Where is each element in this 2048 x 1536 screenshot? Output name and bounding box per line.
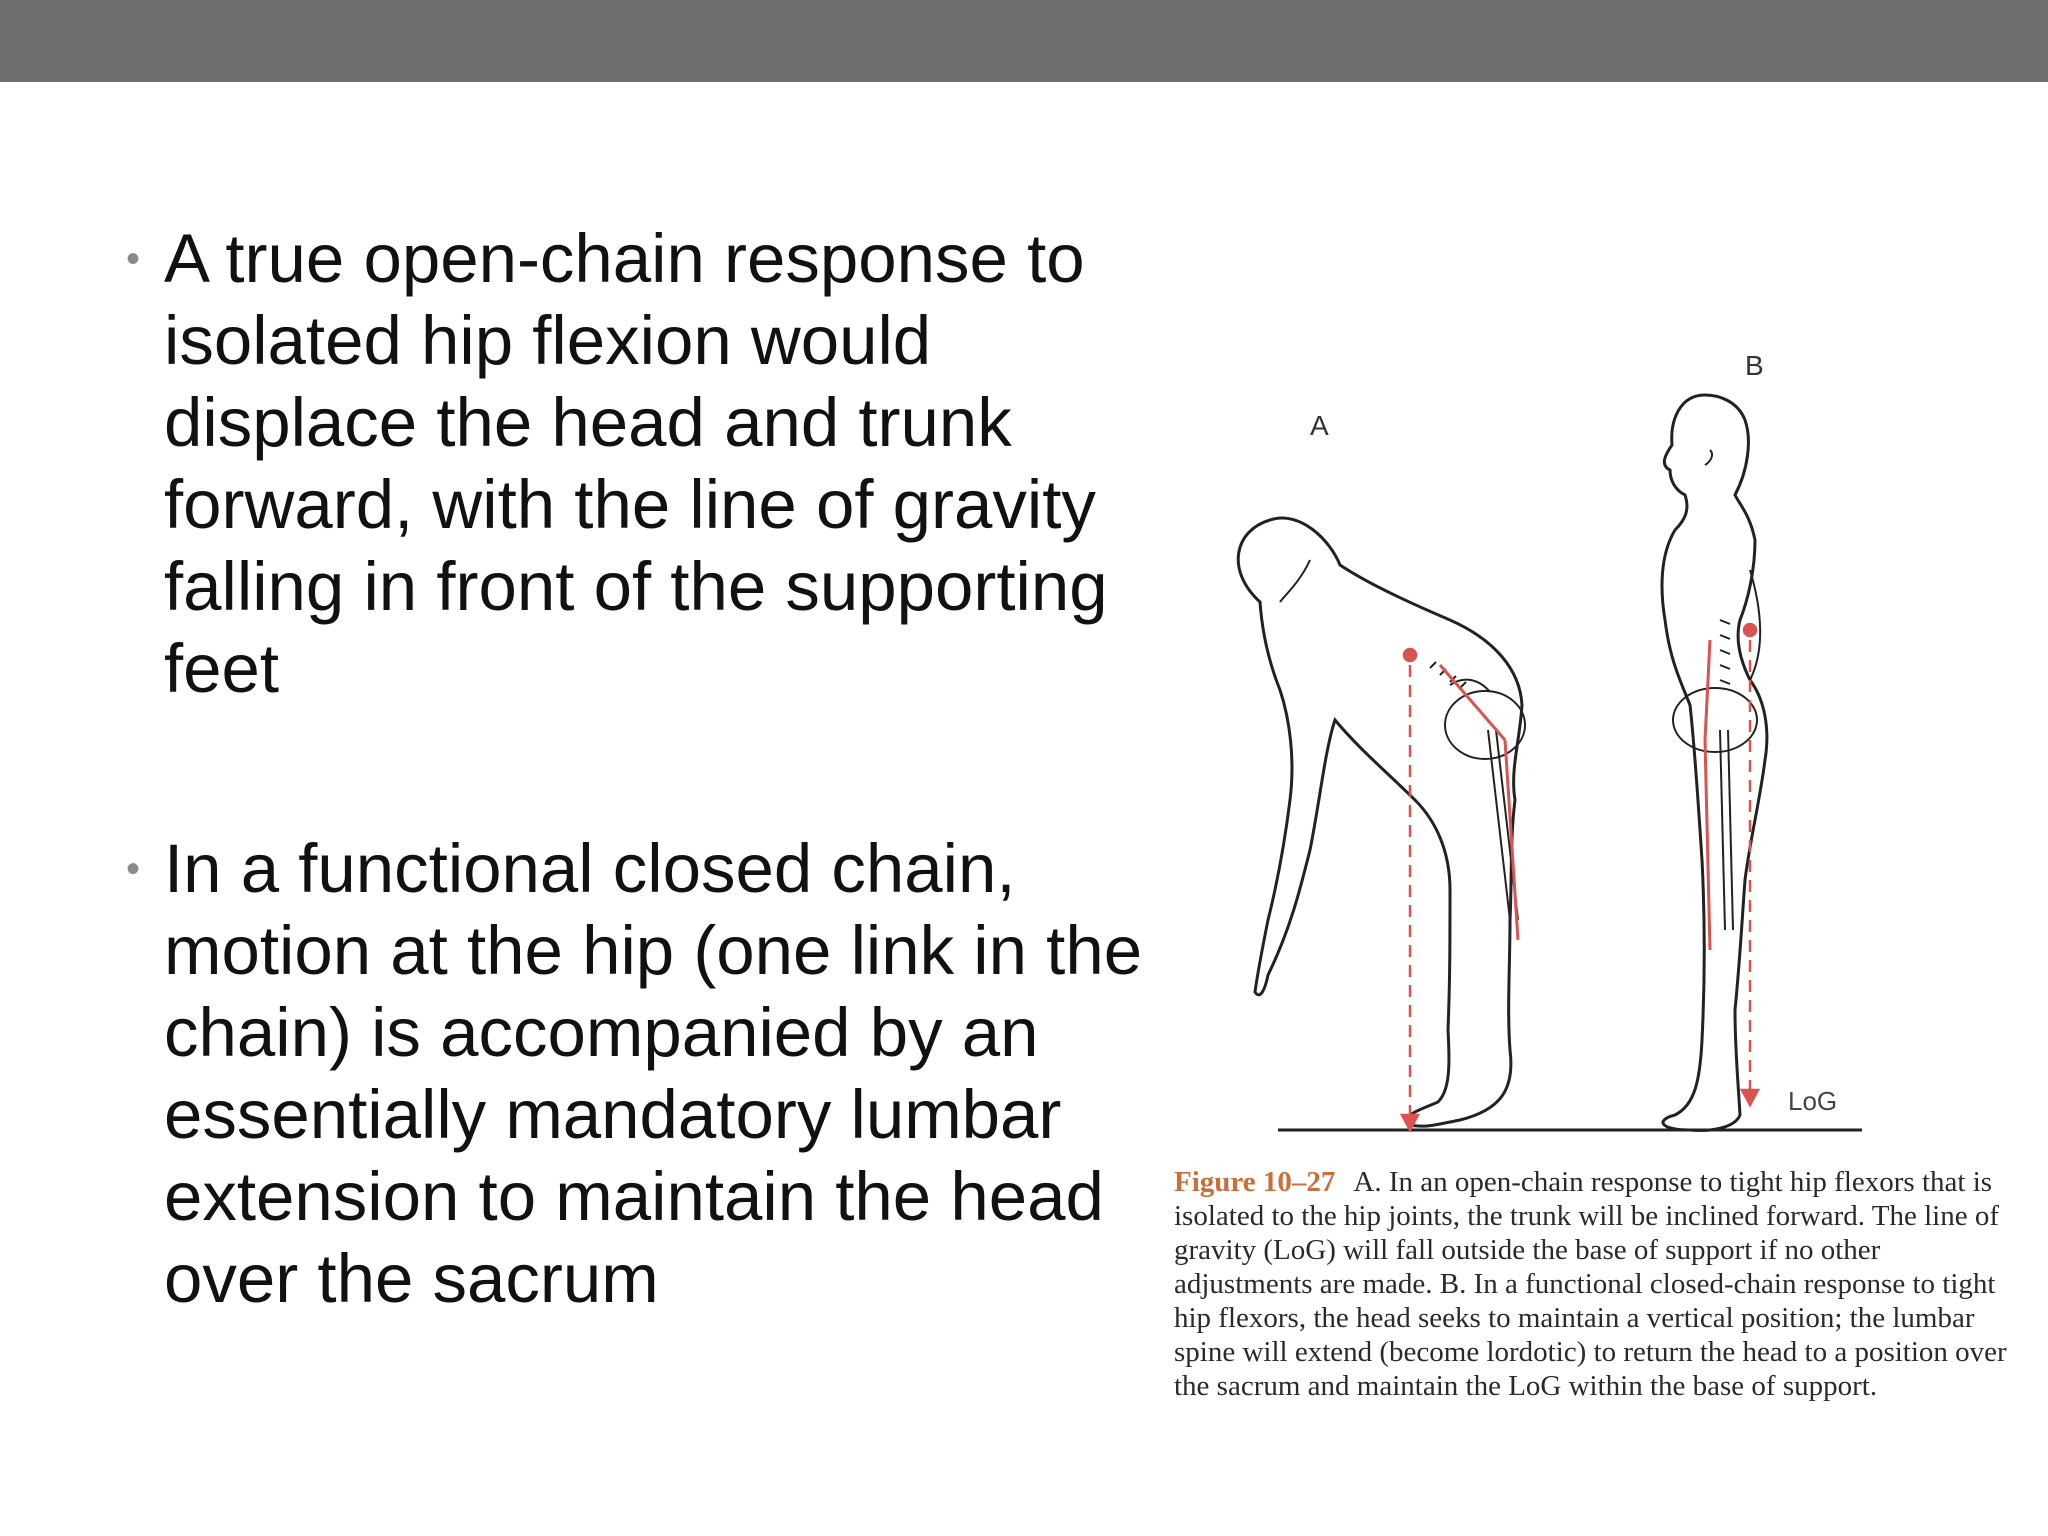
figure-caption-text: A. In an open-chain response to tight hip flexors that is isolated to the hip joints, the trunk will be inclined forward. The line of gravity (LoG) will fall outside the base of support if no other adjustments are made. B. In a functional closed-chain response to tight hip flexors, the head seeks to maintain a vertical position; the lumbar spine will extend (become lordotic) to return the head to a position over the sacrum and maintain the LoG within the base of support. xyxy=(1174,1166,2007,1402)
bullet-text: In a functional closed chain, motion at the hip (one link in the chain) is accompanied by an essentially mandatory lumbar extension to maintain the head over the sacrum xyxy=(164,830,1143,1317)
bullet-item xyxy=(120,218,1160,710)
bullet-list xyxy=(120,218,1160,1320)
figure-a xyxy=(1238,518,1522,1126)
figure-b-hip-flexor xyxy=(1705,640,1710,950)
figure-caption-label: Figure 10–27 xyxy=(1174,1166,1336,1198)
bullet-dot-icon: • xyxy=(126,847,141,891)
figure-caption xyxy=(1174,1165,2014,1403)
bullet-text: A true open-chain response to isolated hip flexion would displace the head and trunk forward, with the line of gravity falling in front of the supporting feet xyxy=(164,220,1108,707)
posture-figure xyxy=(1150,320,2020,1510)
figure-a-line-of-gravity xyxy=(1402,649,1418,1130)
figure-b-label: B xyxy=(1745,350,1764,381)
bullet-dot-icon: • xyxy=(126,237,141,281)
bullet-item xyxy=(120,828,1160,1320)
posture-illustration xyxy=(1150,320,2020,1170)
top-band xyxy=(0,0,2048,82)
log-label: LoG xyxy=(1788,1086,1838,1116)
figure-a-label: A xyxy=(1310,410,1329,441)
